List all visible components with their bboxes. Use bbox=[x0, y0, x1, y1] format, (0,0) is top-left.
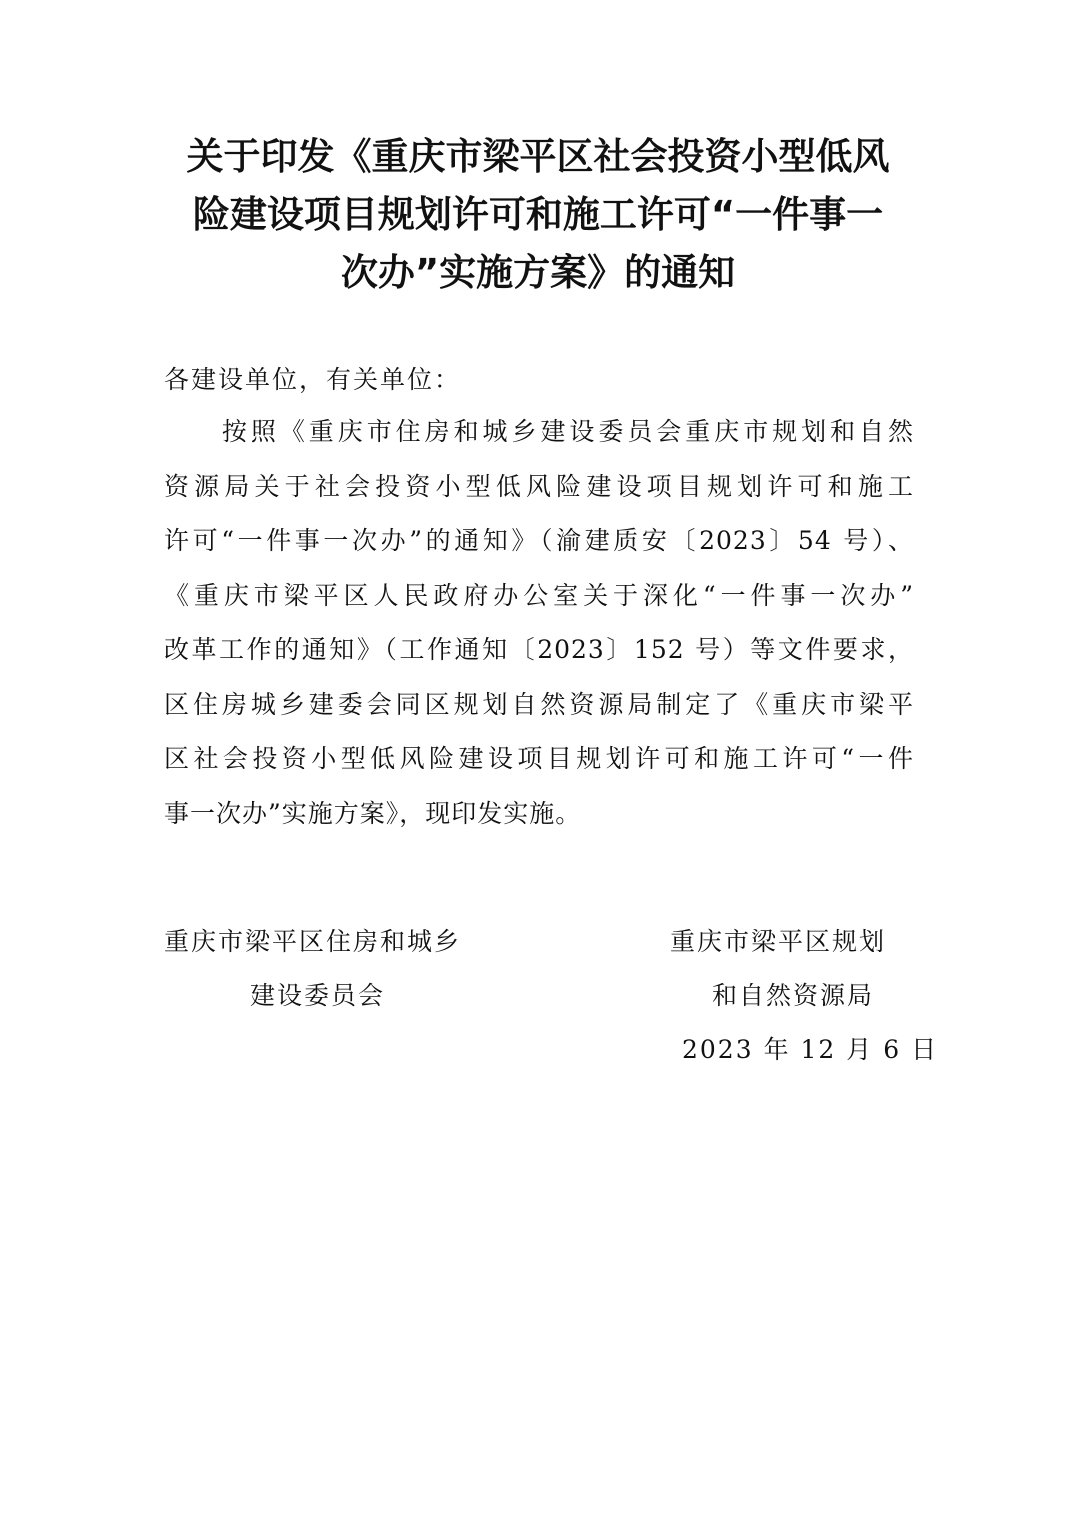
body-line-8: 事一次办”实施方案》，现印发实施。 bbox=[164, 798, 582, 828]
body-line-7: 区社会投资小型低风险建设项目规划许可和施工许可“一件 bbox=[164, 744, 914, 773]
body-line-2: 资源局关于社会投资小型低风险建设项目规划许可和施工 bbox=[164, 471, 914, 501]
salutation: 各建设单位，有关单位： bbox=[164, 365, 462, 394]
title-line-3: 次办”实施方案》的通知 bbox=[340, 251, 736, 294]
title-line-1: 关于印发《重庆市梁平区社会投资小型低风 bbox=[186, 135, 890, 178]
body-line-1: 按照《重庆市住房和城乡建设委员会重庆市规划和自然 bbox=[164, 417, 914, 446]
body-paragraph bbox=[164, 405, 914, 841]
body-line-4: 《重庆市梁平区人民政府办公室关于深化“一件事一次办” bbox=[164, 580, 914, 610]
signature-right-line-1: 重庆市梁平区规划 bbox=[670, 927, 887, 956]
document-title bbox=[160, 128, 916, 302]
issue-date: 2023 年 12 月 6 日 bbox=[682, 1035, 939, 1064]
signature-right-line-2: 和自然资源局 bbox=[712, 981, 875, 1010]
signature-left-line-1: 重庆市梁平区住房和城乡 bbox=[164, 927, 462, 956]
body-line-3: 许可“一件事一次办”的通知》（渝建质安〔2023〕54 号）、 bbox=[164, 526, 914, 555]
body-line-6: 区住房城乡建委会同区规划自然资源局制定了《重庆市梁平 bbox=[164, 689, 914, 719]
title-line-2: 险建设项目规划许可和施工许可“一件事一 bbox=[192, 193, 884, 236]
signature-left-line-2: 建设委员会 bbox=[250, 981, 386, 1010]
body-line-5: 改革工作的通知》（工作通知〔2023〕152 号）等文件要求， bbox=[164, 635, 914, 664]
